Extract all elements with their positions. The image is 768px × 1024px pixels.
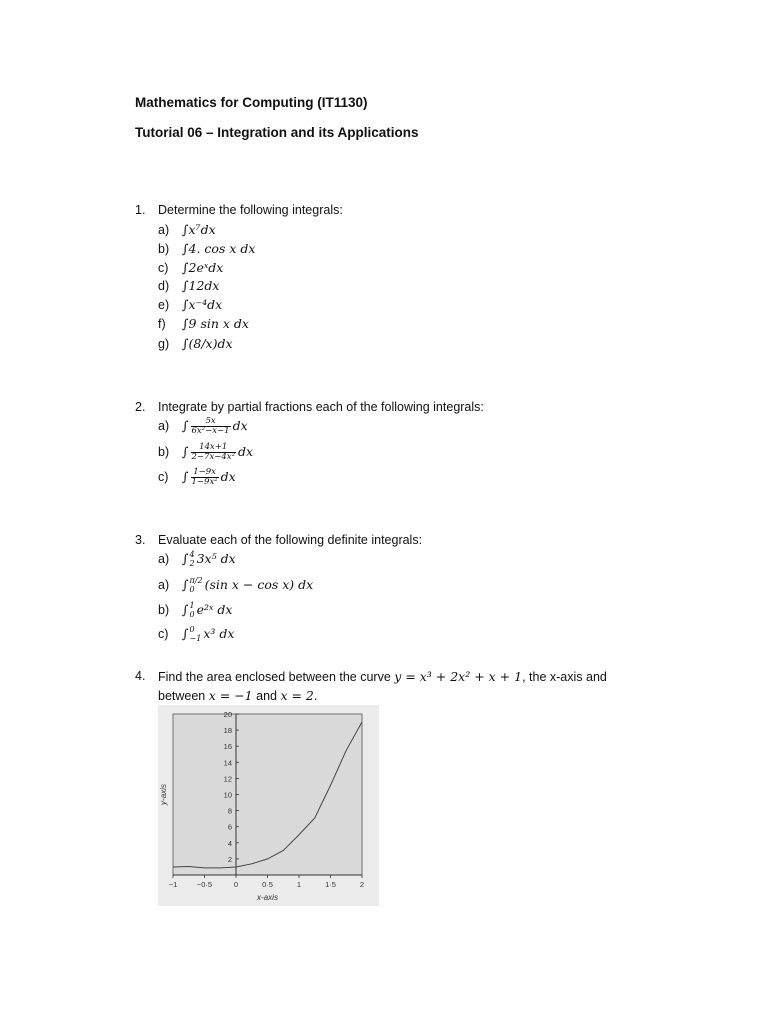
q1-item-a [158,222,216,237]
curve-graph [158,705,379,906]
text-run: and [252,689,281,703]
integrand: x³ dx [203,626,235,642]
q1-item-c [158,260,223,275]
y-tick-label: 10 [223,790,232,800]
fraction-denominator: 2−7x−4x² [191,451,235,462]
q3-item-1: a) ∫ 4 2 3x⁵ dx [158,550,236,568]
fraction-numerator: 5x [191,417,231,427]
y-tick-label: 14 [223,758,232,768]
integral-expression: ∫4. cos x dx [182,241,256,256]
course-title: Mathematics for Computing (IT1130) [135,95,368,110]
text-run: . [313,689,318,703]
item-label: b) [158,242,170,256]
y-tick-label: 4 [227,838,232,848]
item-label: e) [158,298,170,312]
integral-expression: ∫(8/x)dx [182,336,233,351]
item-label: g) [158,337,170,351]
item-label: b) [158,603,170,618]
integral-expression: ∫x⁻⁴dx [182,297,223,312]
lower-limit: −1 [189,633,202,643]
upper-limit: 0 [189,625,195,634]
item-label: a) [158,578,170,593]
integrand: (sin x − cos x) dx [204,577,314,593]
upper-limit: π/2 [189,576,203,585]
question-number: 4. [135,669,146,683]
integral-expression: ∫9 sin x dx [182,316,249,331]
integrand: 3x⁵ dx [196,551,236,567]
lower-limit: 0 [189,584,195,594]
question-number: 1. [135,203,146,217]
question-text: Determine the following integrals: [158,203,343,217]
upper-limit: 4 [189,550,195,559]
plot-area [173,714,362,875]
item-label: a) [158,223,170,237]
y-axis-label: y-axis [159,784,168,805]
item-label: c) [158,627,169,642]
question-text-line-1 [158,669,607,684]
y-tick-label: 12 [223,774,232,784]
x-tick-label: 1·5 [325,880,336,889]
y-tick-label: 20 [223,710,232,719]
item-label: a) [158,418,170,433]
lower-limit: 0 [189,609,195,619]
fraction-denominator: 1−9x² [191,476,218,487]
item-label: c) [158,469,169,484]
q3-item-2: a) ∫ π/2 0 (sin x − cos x) dx [158,576,314,594]
q1-item-d [158,278,219,293]
item-label: f) [158,317,166,331]
text-run: between [158,689,209,703]
fraction-numerator: 14x+1 [191,443,236,453]
text-run: Find the area enclosed between the curve [158,670,395,684]
question-number: 2. [135,400,146,414]
item-label: d) [158,279,170,293]
lower-bound: x = −1 [208,688,253,703]
q2-item-c: c) ∫ $\frac{1-9x}{\text{1−9x²}}$ dx [158,467,236,487]
text-run: , the x-axis and [522,670,607,684]
q1-item-b [158,241,255,256]
q2-item-b: b) ∫ $\frac{14x+1}{\text{2−7x−4x²}}$ dx [158,442,254,462]
integral-expression: ∫x⁷dx [182,222,216,237]
y-tick-label: 8 [227,806,232,816]
upper-limit: 1 [189,601,195,610]
fraction-numerator: 1−9x [191,468,219,478]
question-text: Integrate by partial fractions each of the following integrals: [158,400,484,414]
curve-equation: y = x³ + 2x² + x + 1 [394,669,523,684]
x-tick-label: 2 [359,880,365,889]
y-tick-label: 6 [227,822,232,832]
x-tick-label: 0 [233,880,239,889]
tutorial-title: Tutorial 06 – Integration and its Applications [135,125,419,140]
item-label: c) [158,261,169,275]
upper-bound: x = 2 [280,688,314,703]
q1-item-e [158,297,222,312]
x-tick-label: 1 [296,880,302,889]
question-text-line-2 [158,688,317,703]
graph-svg [158,705,379,906]
y-tick-label: 2 [227,854,232,864]
q3-item-4: c) ∫ 0 −1 x³ dx [158,625,235,643]
integrand: e²ˣ dx [196,602,233,618]
x-tick-label: −0·5 [196,880,213,889]
y-tick-label: 16 [223,742,232,752]
q1-item-g [158,336,233,351]
question-number: 3. [135,533,146,547]
integral-expression: ∫12dx [182,278,220,293]
q3-item-3: b) ∫ 1 0 e²ˣ dx [158,601,233,619]
x-axis-label: x-axis [257,893,278,902]
integral-expression: ∫2eˣdx [182,260,224,275]
x-tick-label: 0·5 [262,880,273,889]
q1-item-f [158,316,249,331]
item-label: a) [158,552,170,567]
lower-limit: 2 [189,558,195,568]
y-tick-label: 18 [223,726,232,736]
x-tick-label: −1 [168,880,178,889]
item-label: b) [158,444,170,459]
question-text: Evaluate each of the following definite integrals: [158,533,423,547]
fraction-denominator: 6x²−x−1 [191,425,230,436]
q2-item-a: a) ∫ $\frac{5x}{\text{6x²−x−1}}$ dx [158,416,248,436]
